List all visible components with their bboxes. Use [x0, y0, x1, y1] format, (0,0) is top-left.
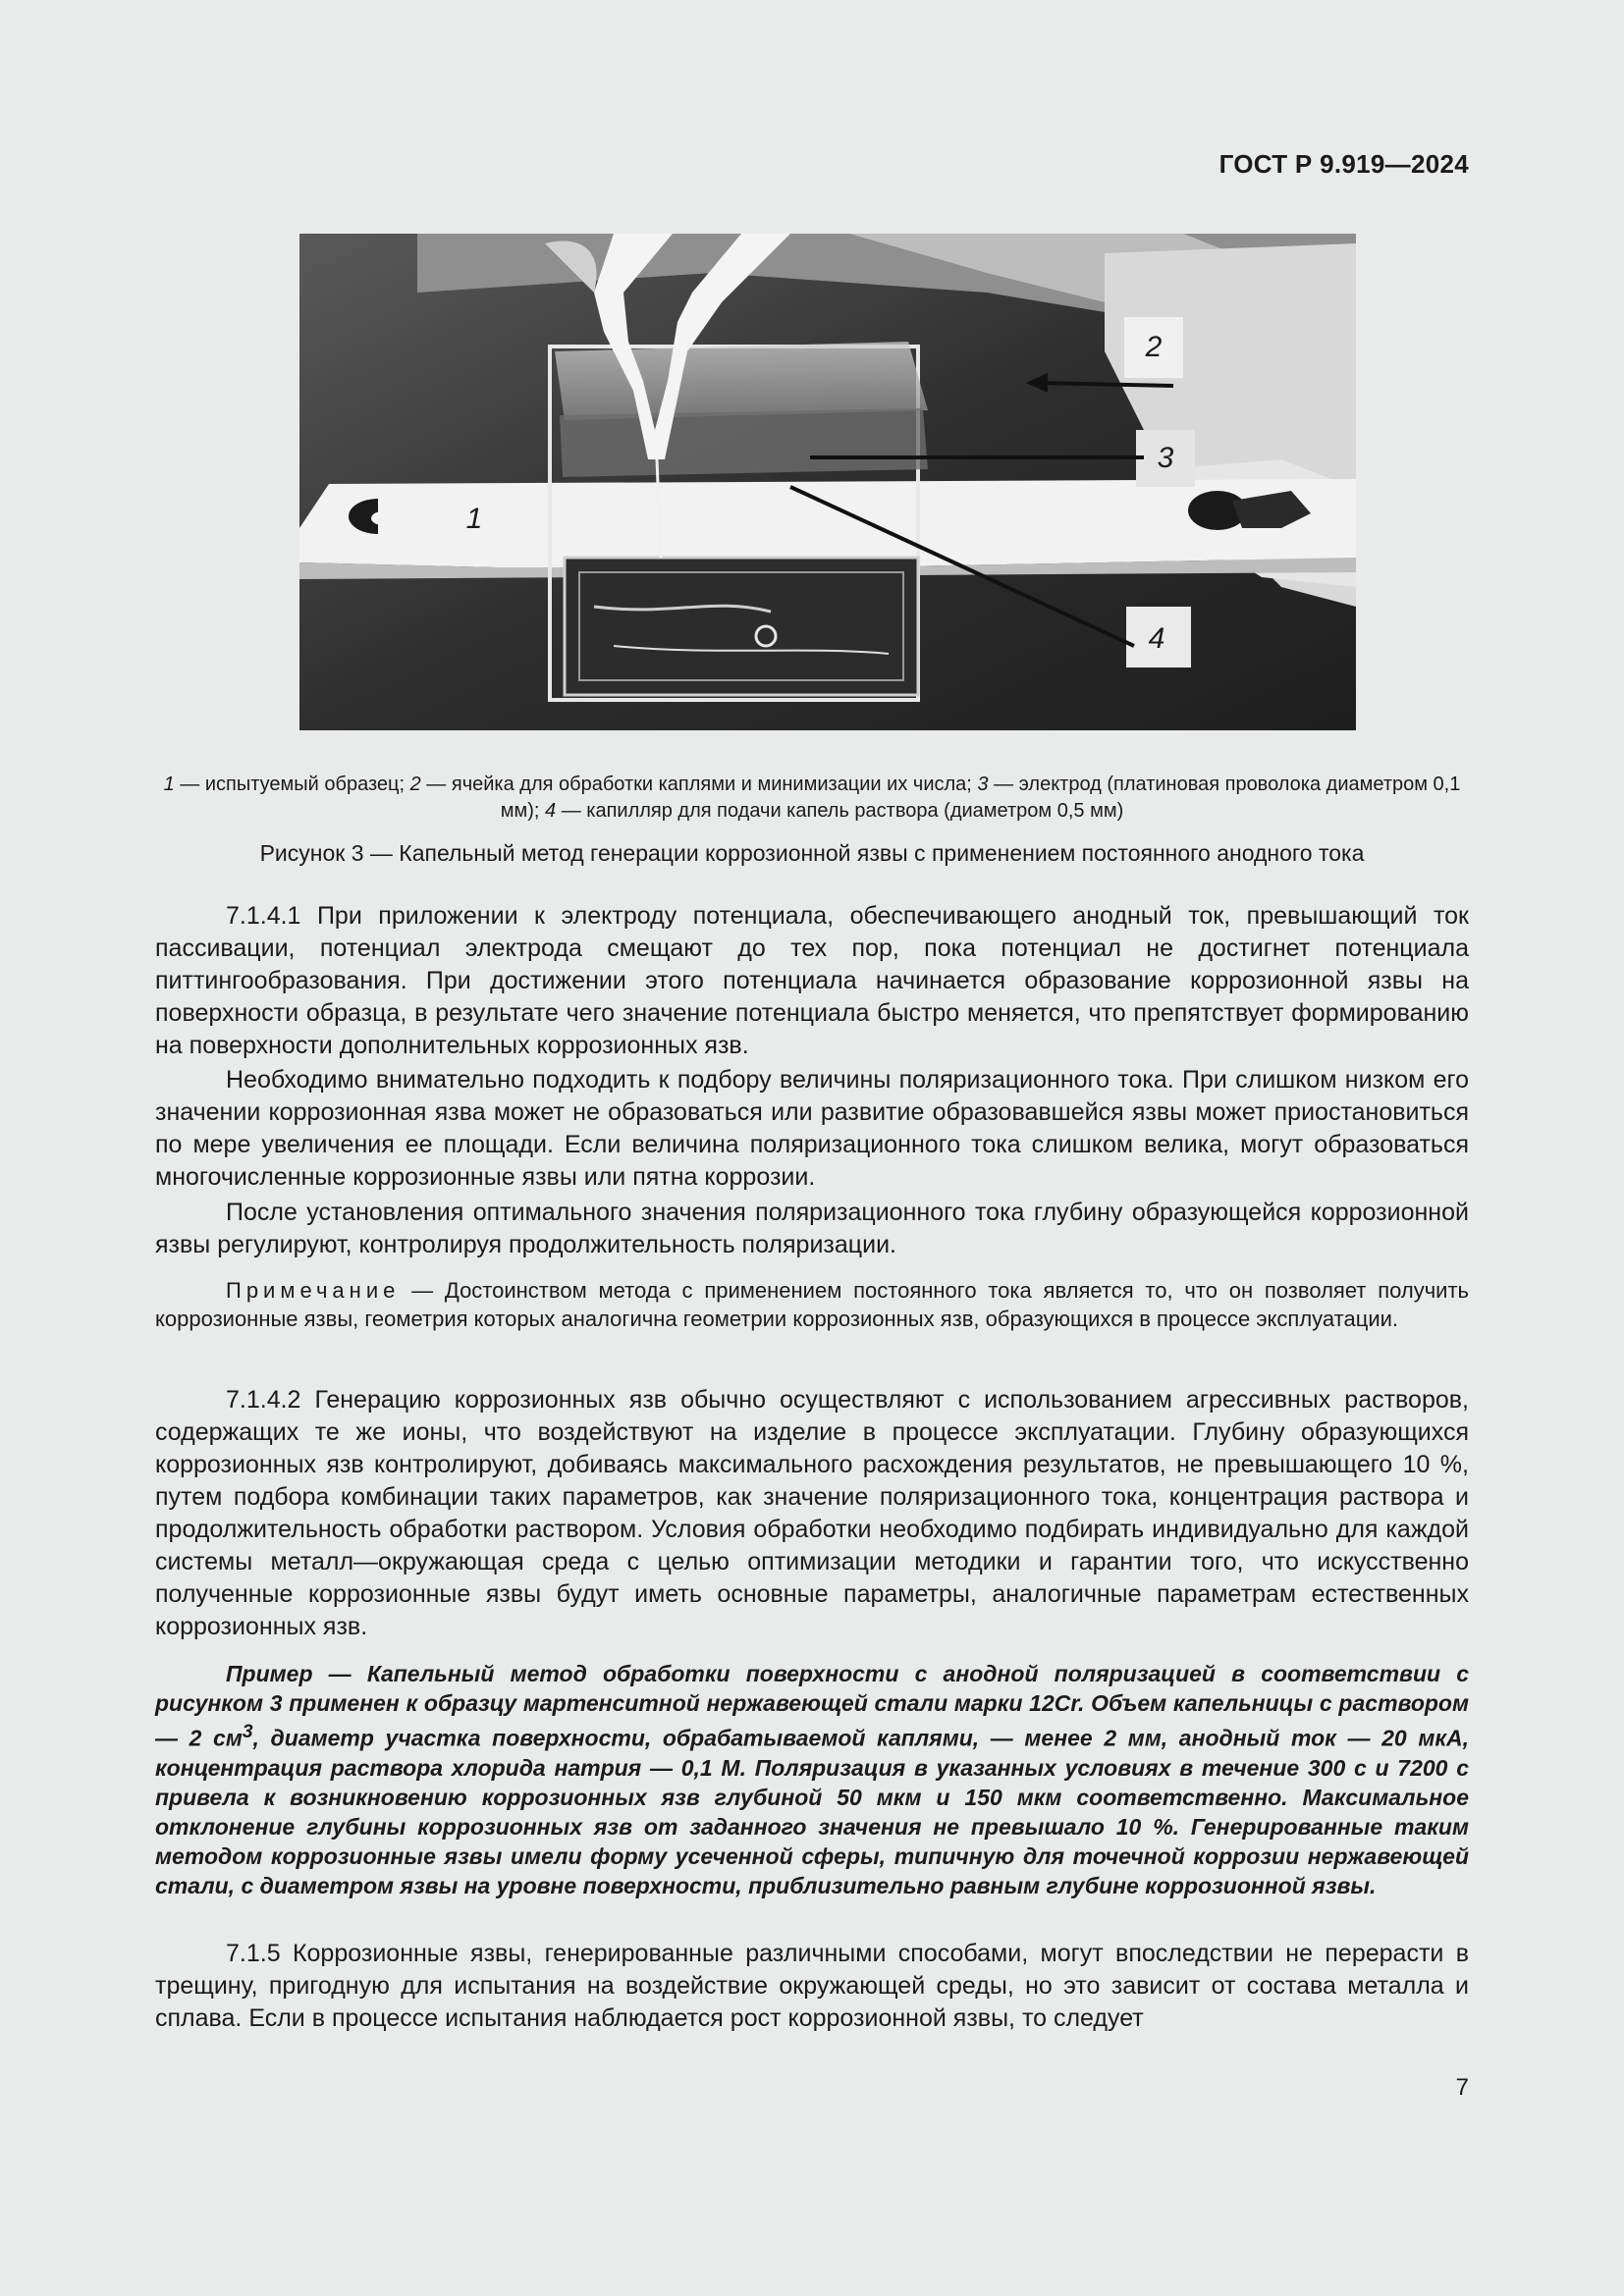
- legend-text-2: — ячейка для обработки каплями и минимизации их числа;: [420, 774, 978, 795]
- legend-text-1: — испытуемый образец;: [174, 774, 410, 795]
- figure-label-2: 2: [1145, 331, 1163, 363]
- legend-num-3: 3: [977, 774, 989, 795]
- example-text-a: Пример — Капельный метод обработки поверхности с анодной поляризацией в соответствии с рисунком 3 применен к образцу мартенситной нержавеющей стали марки 12Cr. Объем капельницы с раствором — 2 см: [155, 1661, 1469, 1751]
- example-text-b: , диаметр участка поверхности, обрабатываемой каплями, — менее 2 мм, анодный ток — 20 мкА, концентрация раствора хлорида натрия — 0,1 М. Поляризация в указанных условиях в течение 300 с и 7200 с привела к возникновению коррозионных язв глубиной 50 мкм и 150 мкм соответственно. Максимальное отклонение глубины коррозионных язв от заданного значения не превышало 10 %. Генерированные таким методом коррозионные язвы имели форму усеченной сферы, типичную для точечной коррозии нержавеющей стали, с диаметром язвы на уровне поверхности, приблизительно равным глубине коррозионной язвы.: [155, 1725, 1469, 1898]
- legend-num-4: 4: [545, 800, 557, 822]
- document-header: ГОСТ Р 9.919—2024: [1218, 149, 1469, 179]
- legend-text-3: — электрод (платиновая проволока диаметром 0,1 мм);: [500, 774, 1461, 822]
- paragraph-7-1-4-1: 7.1.4.1 При приложении к электроду потенциала, обеспечивающего анодный ток, превышающий ток пассивации, потенциал электрода смещают до тех пор, пока потенциал не достигнет потенциала питтингообразования. При достижении этого потенциала начинается образование коррозионной язвы на поверхности образца, в результате чего значение потенциала быстро меняется, что препятствует формированию на поверхности дополнительных коррозионных язв.: [155, 902, 1469, 1059]
- paragraph-7-1-5: 7.1.5 Коррозионные язвы, генерированные различными способами, могут впоследствии не перерасти в трещину, пригодную для испытания на воздействие окружающей среды, но это зависит от состава металла и сплава. Если в процессе испытания наблюдается рост коррозионной язвы, то следует: [155, 1940, 1469, 2032]
- photo-illustration: [299, 234, 1356, 730]
- figure-caption: Рисунок 3 — Капельный метод генерации коррозионной язвы с применением постоянного анодного тока: [259, 840, 1365, 866]
- note-paragraph: [155, 1276, 1469, 1333]
- example-superscript: 3: [242, 1722, 253, 1742]
- figure-label-4: 4: [1148, 622, 1165, 655]
- paragraph-7-1-4-2: 7.1.4.2 Генерацию коррозионных язв обычно осуществляют с использованием агрессивных растворов, содержащих те же ионы, что воздействуют на изделие в процессе эксплуатации. Глубину образующихся коррозионных язв контролируют, добиваясь максимального расхождения результатов, не превышающего 10 %, путем подбора комбинации таких параметров, как значение поляризационного тока, концентрация раствора и продолжительность обработки раствором. Условия обработки необходимо подбирать индивидуально для каждой системы металл—окружающая среда с целью оптимизации методики и гарантии того, что искусственно полученные коррозионные язвы будут иметь основные параметры, аналогичные параметрам естественных коррозионных язв.: [155, 1386, 1469, 1640]
- note-text: — Достоинством метода с применением постоянного тока является то, что он позволяет получить коррозионные язвы, геометрия которых аналогична геометрии коррозионных язв, образующихся в процессе эксплуатации.: [155, 1278, 1469, 1331]
- figure-photo: [299, 234, 1356, 730]
- paragraph-optimal-current: После установления оптимального значения поляризационного тока глубину образующейся коррозионной язвы регулируют, контролируя продолжительность поляризации.: [155, 1199, 1469, 1258]
- page-number: 7: [1455, 2074, 1469, 2101]
- note-label: Примечание: [226, 1278, 401, 1303]
- legend-num-2: 2: [409, 774, 421, 795]
- figure-label-3: 3: [1157, 442, 1174, 474]
- example-paragraph: [155, 1659, 1469, 1900]
- figure-label-1: 1: [465, 503, 483, 535]
- figure-legend: [155, 772, 1469, 825]
- paragraph-polarization-current: Необходимо внимательно подходить к подбору величины поляризационного тока. При слишком низком его значении коррозионная язва может не образоваться или развитие образовавшейся язвы может приостановиться по мере увеличения ее площади. Если величина поляризационного тока слишком велика, могут образоваться многочисленные коррозионные язвы или пятна коррозии.: [155, 1066, 1469, 1191]
- legend-num-1: 1: [163, 774, 175, 795]
- legend-text-4: — капилляр для подачи капель раствора (диаметром 0,5 мм): [556, 800, 1124, 822]
